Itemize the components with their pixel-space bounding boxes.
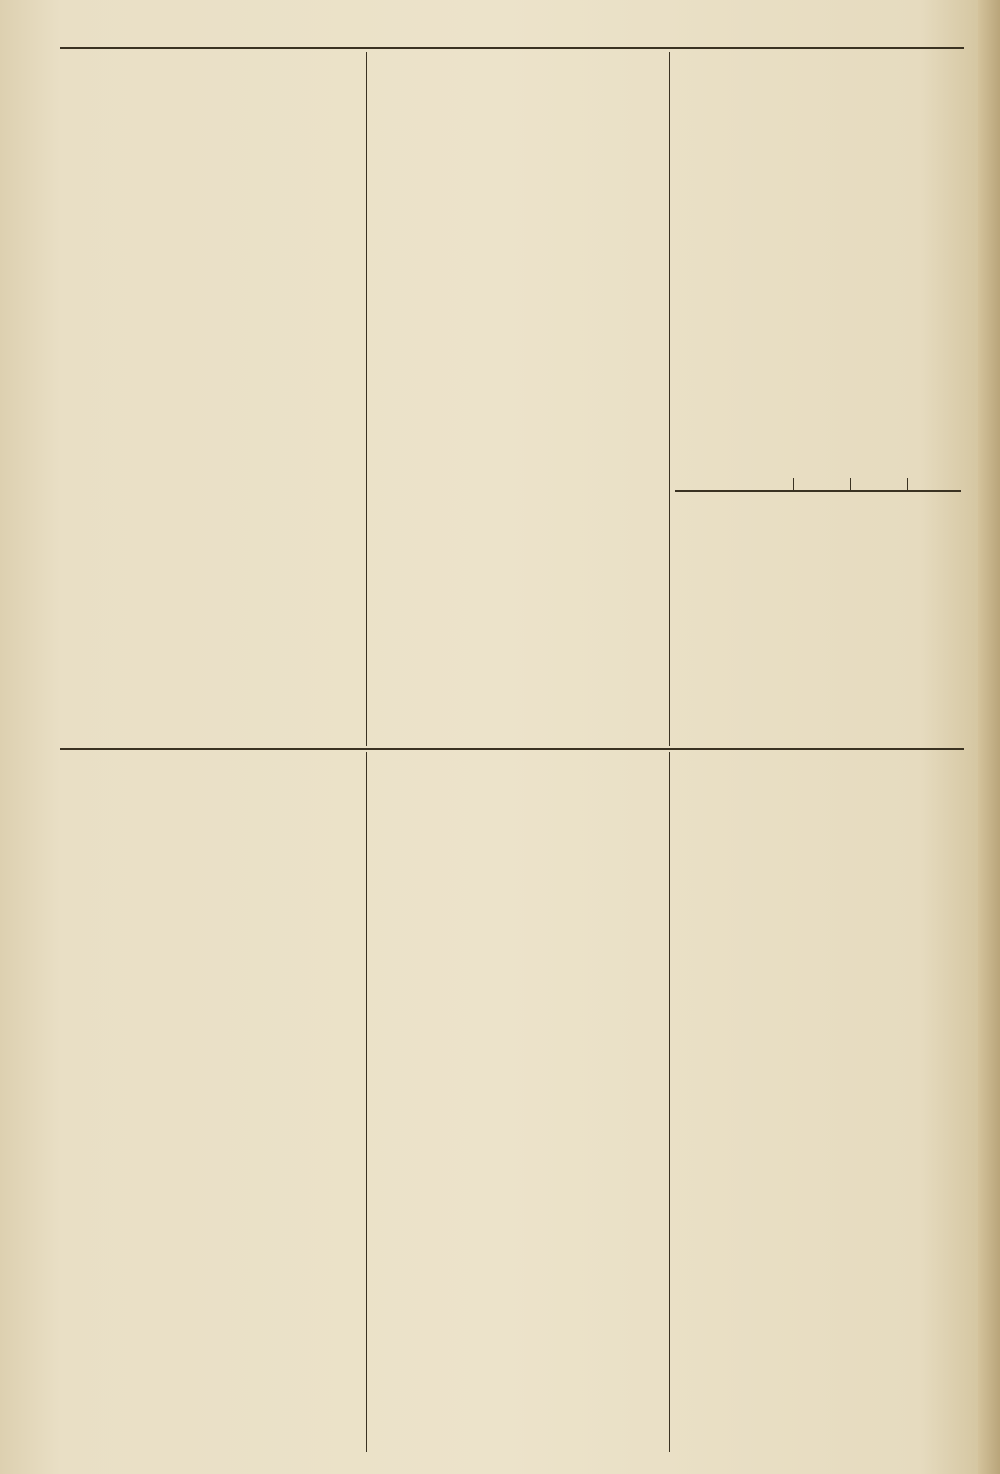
column-rule-2 — [669, 52, 670, 746]
table-unit — [794, 491, 851, 492]
feuilleton-column-1 — [62, 752, 360, 1452]
table-unit — [851, 491, 908, 492]
table-header-france — [851, 478, 908, 491]
section-rule — [60, 748, 964, 750]
header-rule — [60, 47, 964, 49]
table-unit — [675, 491, 794, 492]
feuilleton-column-2 — [372, 754, 664, 1452]
column-3-top — [675, 54, 961, 472]
column-rule-1 — [366, 52, 367, 746]
table-header-occupied — [794, 478, 851, 491]
column-1 — [62, 54, 360, 746]
column-rule-4 — [669, 752, 670, 1452]
table-header-share — [908, 478, 961, 491]
column-rule-3 — [366, 752, 367, 1452]
column-2 — [372, 54, 664, 746]
table-header-kind — [675, 478, 794, 491]
page-edge — [978, 0, 1000, 1474]
page-header — [62, 22, 962, 44]
production-table — [675, 478, 961, 492]
table-unit — [908, 491, 961, 492]
feuilleton-column-3 — [675, 754, 961, 1452]
